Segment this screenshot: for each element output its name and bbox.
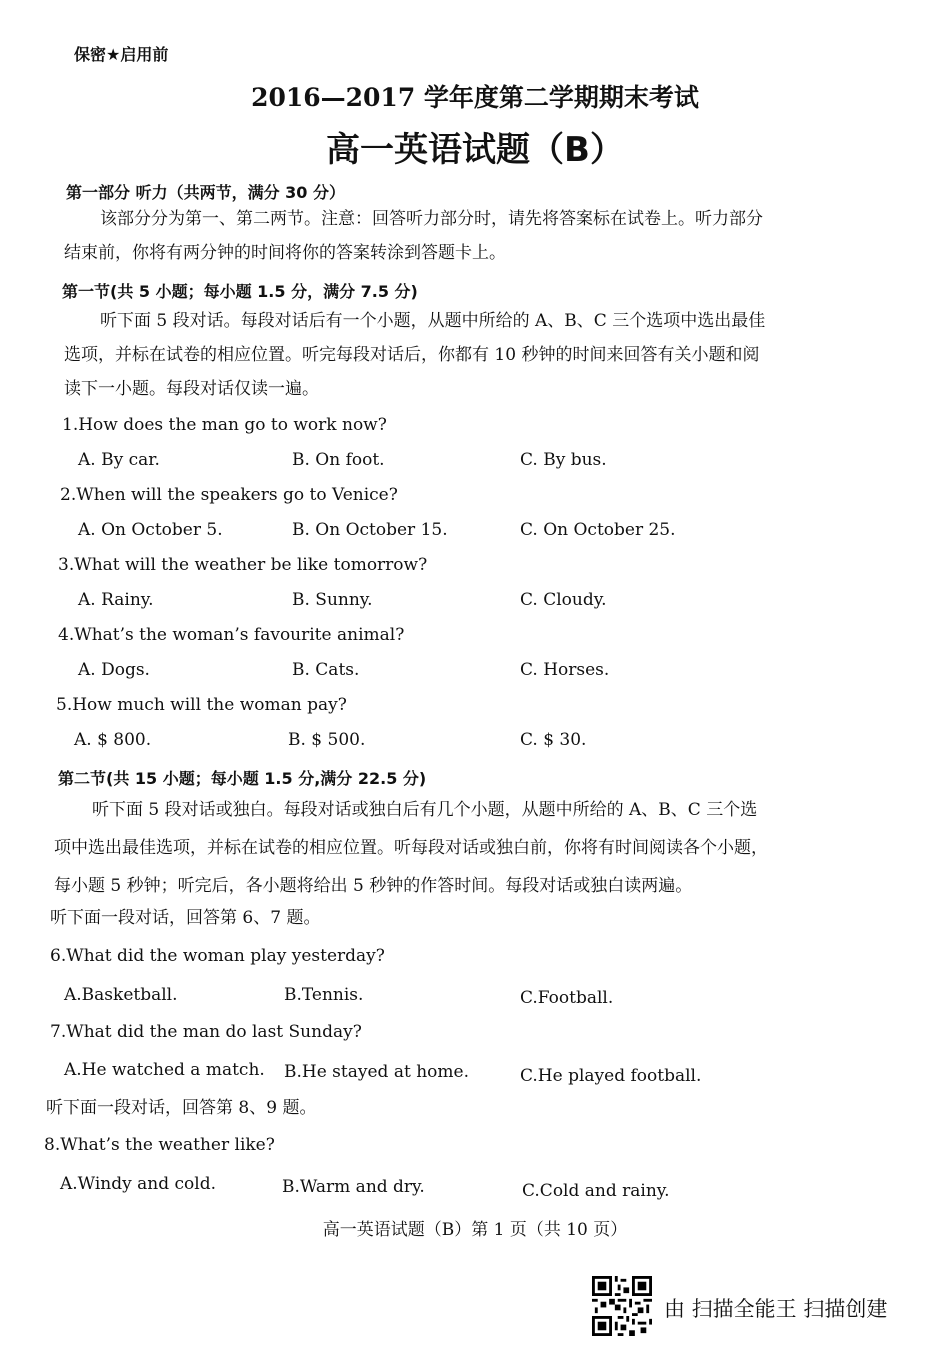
q8-option-a: A.Windy and cold. [60, 1174, 216, 1194]
question-8: 8.What’s the weather like? [44, 1135, 275, 1155]
q1-option-b: B. On foot. [292, 450, 385, 470]
q1-option-c: C. By bus. [520, 450, 607, 470]
question-3: 3.What will the weather be like tomorrow? [58, 555, 428, 575]
group-instruction-6-7: 听下面一段对话，回答第 6、7 题。 [50, 908, 321, 928]
section1-instr-line1: 听下面 5 段对话。每段对话后有一个小题，从题中所给的 A、B、C 三个选项中选出最佳 [100, 311, 766, 331]
q5-option-c: C. $ 30. [520, 730, 587, 750]
question-5: 5.How much will the woman pay? [56, 695, 347, 715]
group-instruction-8-9: 听下面一段对话，回答第 8、9 题。 [46, 1098, 317, 1118]
part1-intro-line2: 结束前，你将有两分钟的时间将你的答案转涂到答题卡上。 [64, 243, 506, 263]
q5-option-a: A. $ 800. [74, 730, 152, 750]
q2-option-a: A. On October 5. [78, 520, 223, 540]
section1-instr-line2: 选项，并标在试卷的相应位置。听完每段对话后，你都有 10 秒钟的时间来回答有关小题和阅 [64, 345, 760, 365]
q5-option-b: B. $ 500. [288, 730, 366, 750]
section1-instr-line3: 读下一小题。每段对话仅读一遍。 [64, 379, 319, 399]
scanner-watermark: 由 扫描全能王 扫描创建 [664, 1297, 888, 1321]
section2-instr-line3: 每小题 5 秒钟；听完后，各小题将给出 5 秒钟的作答时间。每段对话或独白读两遍。 [54, 876, 693, 896]
q4-option-a: A. Dogs. [78, 660, 150, 680]
question-1: 1.How does the man go to work now? [62, 415, 387, 435]
q7-option-c: C.He played football. [520, 1066, 702, 1086]
q2-option-b: B. On October 15. [292, 520, 448, 540]
qr-code-icon [592, 1276, 652, 1336]
question-7: 7.What did the man do last Sunday? [50, 1022, 362, 1042]
page-footer: 高一英语试题（B）第 1 页（共 10 页） [322, 1220, 628, 1240]
q1-option-a: A. By car. [78, 450, 160, 470]
question-4: 4.What’s the woman’s favourite animal? [58, 625, 405, 645]
q3-option-a: A. Rainy. [78, 590, 154, 610]
section2-instr-line1: 听下面 5 段对话或独白。每段对话或独白后有几个小题，从题中所给的 A、B、C 三个选 [92, 800, 758, 820]
question-6: 6.What did the woman play yesterday? [50, 946, 385, 966]
q7-option-b: B.He stayed at home. [284, 1062, 469, 1082]
q8-option-c: C.Cold and rainy. [522, 1181, 670, 1201]
part1-intro-line1: 该部分分为第一、第二两节。注意：回答听力部分时，请先将答案标在试卷上。听力部分 [100, 209, 763, 229]
q2-option-c: C. On October 25. [520, 520, 676, 540]
q6-option-a: A.Basketball. [64, 985, 178, 1005]
section1-heading: 第一节(共 5 小题；每小题 1.5 分，满分 7.5 分) [62, 282, 418, 301]
q4-option-b: B. Cats. [292, 660, 360, 680]
q8-option-b: B.Warm and dry. [282, 1177, 425, 1197]
part1-heading: 第一部分 听力（共两节，满分 30 分） [66, 183, 345, 202]
confidential-label: 保密★启用前 [74, 45, 169, 64]
section2-instr-line2: 项中选出最佳选项，并标在试卷的相应位置。听每段对话或独白前，你将有时间阅读各个小题， [54, 838, 768, 858]
subject-title: 高一英语试题（B） [326, 130, 624, 170]
q7-option-a: A.He watched a match. [64, 1060, 265, 1080]
question-2: 2.When will the speakers go to Venice? [60, 485, 398, 505]
exam-title: 2016—2017 学年度第二学期期末考试 [251, 83, 699, 112]
q3-option-b: B. Sunny. [292, 590, 373, 610]
q6-option-c: C.Football. [520, 988, 614, 1008]
section2-heading: 第二节(共 15 小题；每小题 1.5 分,满分 22.5 分) [58, 769, 427, 788]
q4-option-c: C. Horses. [520, 660, 610, 680]
q6-option-b: B.Tennis. [284, 985, 364, 1005]
q3-option-c: C. Cloudy. [520, 590, 607, 610]
